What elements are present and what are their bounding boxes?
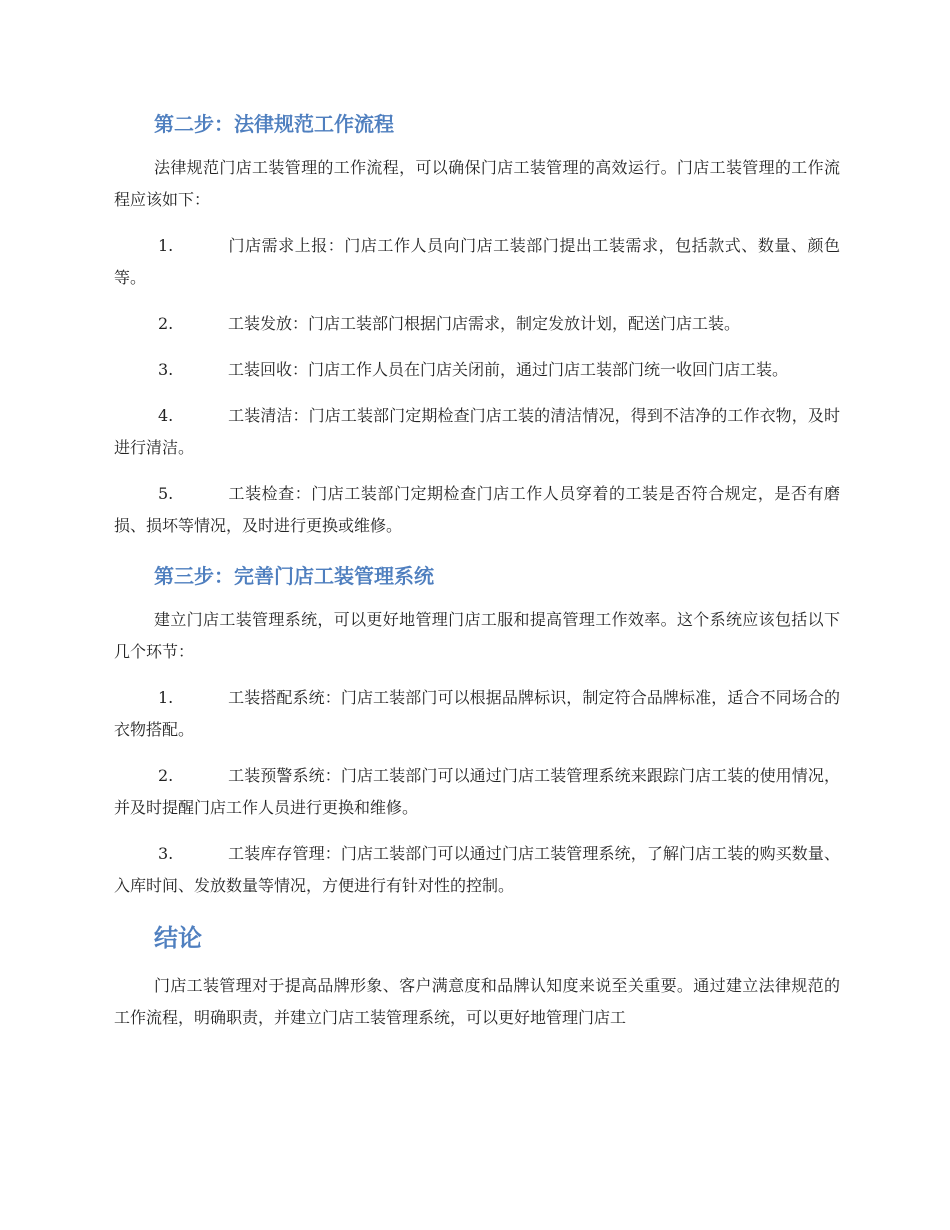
list-item-text: 工装搭配系统：门店工装部门可以根据品牌标识，制定符合品牌标准，适合不同场合的衣物搭配。 — [114, 688, 840, 739]
list-item — [114, 682, 840, 746]
list-item — [114, 400, 840, 464]
list-item-number: 1. — [158, 236, 174, 255]
conclusion-heading: 结论 — [154, 924, 202, 952]
document-content — [114, 104, 840, 1048]
list-item-text: 工装库存管理：门店工装部门可以通过门店工装管理系统，了解门店工装的购买数量、入库时间、发放数量等情况，方便进行有针对性的控制。 — [114, 844, 840, 895]
conclusion-paragraph: 门店工装管理对于提高品牌形象、客户满意度和品牌认知度来说至关重要。通过建立法律规范的工作流程，明确职责，并建立门店工装管理系统，可以更好地管理门店工 — [114, 976, 840, 1027]
section-intro-paragraph: 建立门店工装管理系统，可以更好地管理门店工服和提高管理工作效率。这个系统应该包括以下几个环节： — [114, 610, 840, 661]
list-item-text: 工装预警系统：门店工装部门可以通过门店工装管理系统来跟踪门店工装的使用情况，并及时提醒门店工作人员进行更换和维修。 — [114, 766, 840, 817]
list-item-number: 3. — [158, 360, 174, 379]
section-intro-paragraph: 法律规范门店工装管理的工作流程，可以确保门店工装管理的高效运行。门店工装管理的工作流程应该如下： — [114, 158, 840, 209]
list-item — [114, 478, 840, 542]
list-item — [114, 354, 840, 386]
list-item-number: 2. — [158, 314, 174, 333]
list-item-text: 工装清洁：门店工装部门定期检查门店工装的清洁情况，得到不洁净的工作衣物，及时进行清洁。 — [114, 406, 840, 457]
list-item-text: 工装发放：门店工装部门根据门店需求，制定发放计划，配送门店工装。 — [228, 314, 741, 333]
list-item-number: 5. — [158, 484, 174, 503]
list-item-text: 门店需求上报：门店工作人员向门店工装部门提出工装需求，包括款式、数量、颜色等。 — [114, 236, 840, 287]
list-item — [114, 838, 840, 902]
list-item-text: 工装回收：门店工作人员在门店关闭前，通过门店工装部门统一收回门店工装。 — [228, 360, 789, 379]
list-item-number: 2. — [158, 766, 174, 785]
list-item — [114, 230, 840, 294]
list-item — [114, 308, 840, 340]
list-item-number: 4. — [158, 406, 174, 425]
list-item — [114, 760, 840, 824]
section-heading-step-two: 第二步：法律规范工作流程 — [154, 112, 394, 136]
section-heading-step-three: 第三步：完善门店工装管理系统 — [154, 564, 434, 588]
list-item-number: 1. — [158, 688, 174, 707]
list-item-text: 工装检查：门店工装部门定期检查门店工作人员穿着的工装是否符合规定，是否有磨损、损坏等情况，及时进行更换或维修。 — [114, 484, 840, 535]
list-item-number: 3. — [158, 844, 174, 863]
